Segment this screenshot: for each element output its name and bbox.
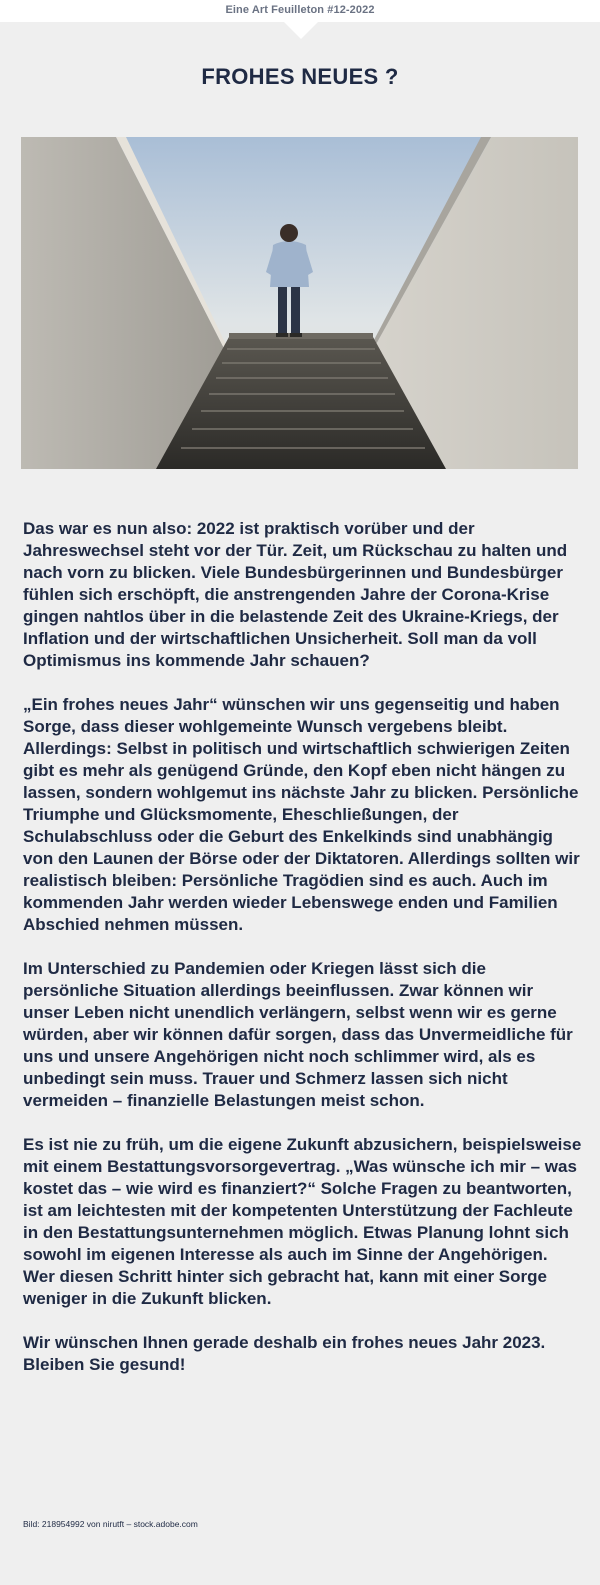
paragraph-2: „Ein frohes neues Jahr“ wünschen wir uns gegenseitig und haben Sorge, dass dieser wohlgemeinte Wunsch vergebens bleibt. Allerdings: Selbst in politisch und wirtschaftlich schwierigen Zeiten gibt es mehr als genügend Gründe, den Kopf eben nicht hängen zu lassen, sondern wohlgemut ins nächste Jahr zu blicken. Persönliche Triumphe und Glücksmomente, Eheschließungen, der Schulabschluss oder die Geburt des Enkelkinds sind unabhängig von den Launen der Börse oder der Diktatoren. Allerdings sollten wir realistisch bleiben: Persönliche Tragödien sind es auch. Auch im kommenden Jahr werden wieder Lebenswege enden und Familien Abschied nehmen müssen. xyxy=(23,695,580,934)
series-label: Eine Art Feuilleton #12-2022 xyxy=(225,4,375,16)
hero-image xyxy=(21,137,578,469)
paragraph-4: Es ist nie zu früh, um die eigene Zukunft abzusichern, beispielsweise mit einem Bestattungsvorsorgevertrag. „Was wünsche ich mir – was kostet das – wie wird es finanziert?“ Solche Fragen zu beantworten, ist am leichtesten mit der kompetenten Unterstützung der Fachleute in den Bestattungsunternehmen möglich. Etwas Planung lohnt sich sowohl im eigenen Interesse als auch im Sinne der Angehörigen. Wer diesen Schritt hinter sich gebracht hat, kann mit einer Sorge weniger in die Zukunft blicken. xyxy=(23,1135,582,1308)
article-body xyxy=(23,518,583,1398)
top-header-bar xyxy=(0,0,600,22)
paragraph-5: Wir wünschen Ihnen gerade deshalb ein frohes neues Jahr 2023. Bleiben Sie gesund! xyxy=(23,1333,546,1374)
header-notch xyxy=(284,22,318,39)
image-credit: Bild: 218954992 von nirutft – stock.adobe.com xyxy=(23,1519,198,1529)
paragraph-3: Im Unterschied zu Pandemien oder Kriegen lässt sich die persönliche Situation allerdings beeinflussen. Zwar können wir unser Leben nicht unendlich verlängern, selbst wenn wir es gerne würden, aber wir können dafür sorgen, dass das Unvermeidliche für uns und unsere Angehörigen nicht noch schlimmer wird, als es unbedingt sein muss. Trauer und Schmerz lassen sich nicht vermeiden – finanzielle Belastungen meist schon. xyxy=(23,959,573,1110)
article-title: FROHES NEUES ? xyxy=(201,64,399,89)
paragraph-1: Das war es nun also: 2022 ist praktisch vorüber und der Jahreswechsel steht vor der Tür. Zeit, um Rückschau zu halten und nach vorn zu blicken. Viele Bundesbürgerinnen und Bundesbürger fühlen sich erschöpft, die anstrengenden Jahre der Corona-Krise gingen nahtlos über in die belastende Zeit des Ukraine-Kriegs, der Inflation und der wirtschaftlichen Unsicherheit. Soll man da voll Optimismus ins kommende Jahr schauen? xyxy=(23,519,568,670)
